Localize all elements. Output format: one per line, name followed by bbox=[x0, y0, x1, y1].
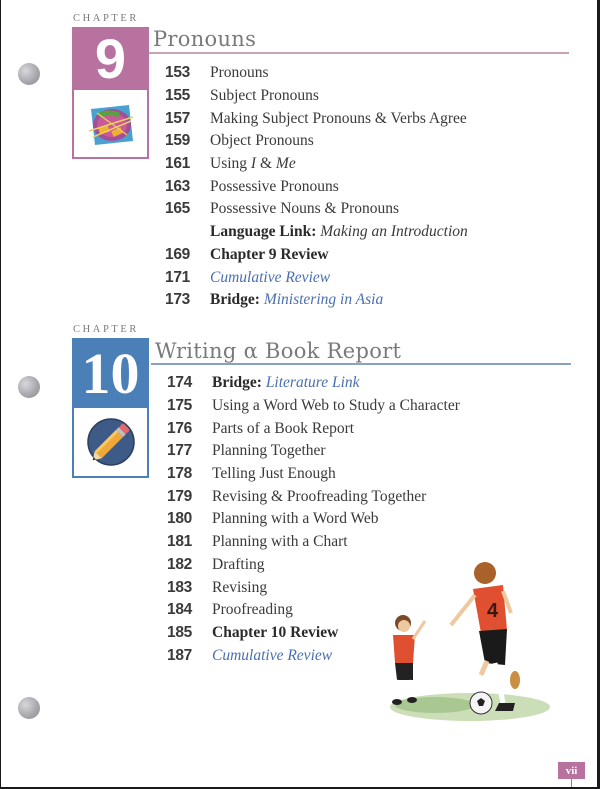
entry-title bbox=[210, 132, 314, 150]
page-number: 184 bbox=[167, 601, 192, 619]
toc-entry bbox=[165, 266, 468, 289]
chapter-label: CHAPTER bbox=[73, 13, 140, 24]
chapter-10-badge bbox=[72, 338, 149, 478]
entry-text: Making an Introduction bbox=[320, 223, 468, 241]
page-number: 174 bbox=[167, 374, 192, 392]
entry-text: Drafting bbox=[212, 555, 265, 573]
entry-text: Proofreading bbox=[212, 601, 293, 619]
entry-title bbox=[210, 200, 399, 218]
entry-link-text: Cumulative Review bbox=[212, 646, 333, 664]
entry-title bbox=[212, 533, 348, 551]
entry-text: Chapter 10 Review bbox=[212, 623, 339, 641]
page-number: 185 bbox=[167, 623, 192, 641]
entry-text: Chapter 9 Review bbox=[210, 245, 329, 263]
toc-entry bbox=[167, 531, 460, 554]
toc-entry bbox=[165, 107, 468, 130]
toc-entry bbox=[165, 153, 468, 176]
page-edge-left bbox=[0, 0, 1, 789]
page-number: 187 bbox=[167, 646, 192, 664]
toc-entry bbox=[167, 440, 460, 463]
toc-entry bbox=[165, 130, 468, 153]
toc-entry bbox=[165, 221, 468, 244]
entry-text: Planning with a Word Web bbox=[212, 510, 379, 528]
entry-text: I bbox=[250, 155, 257, 173]
toc-entry bbox=[167, 463, 460, 486]
page-number: 159 bbox=[165, 132, 190, 150]
entry-text: Object Pronouns bbox=[210, 132, 314, 150]
page-number: 181 bbox=[167, 533, 192, 551]
entry-text: Pronouns bbox=[210, 64, 269, 82]
page-number: 180 bbox=[167, 510, 192, 528]
entry-title bbox=[212, 601, 293, 619]
entry-title bbox=[210, 87, 319, 105]
folio-tick bbox=[571, 779, 572, 787]
binder-hole bbox=[18, 63, 40, 85]
entry-text: Parts of a Book Report bbox=[212, 419, 355, 437]
binder-hole bbox=[18, 697, 40, 719]
entry-title bbox=[212, 579, 267, 597]
page-number: 155 bbox=[165, 87, 190, 105]
page-number: 183 bbox=[167, 578, 192, 596]
toc-entry bbox=[165, 244, 468, 267]
entry-title bbox=[212, 510, 379, 528]
entry-title bbox=[212, 420, 354, 438]
page-number: 157 bbox=[165, 109, 190, 127]
entry-text: Bridge: bbox=[212, 374, 262, 392]
chapter-label: CHAPTER bbox=[73, 324, 140, 335]
entry-text: Me bbox=[275, 155, 296, 173]
toc-entry bbox=[165, 198, 468, 221]
toc-entry bbox=[165, 175, 468, 198]
toc-entry bbox=[167, 508, 460, 531]
page-number: 161 bbox=[165, 155, 190, 173]
entry-title bbox=[210, 110, 467, 128]
entry-text: Bridge: bbox=[210, 291, 260, 309]
chapter-number: 9 bbox=[72, 27, 149, 90]
binder-hole bbox=[18, 376, 40, 398]
toc-entry bbox=[167, 485, 460, 508]
entry-title bbox=[212, 442, 326, 460]
entry-link-text: Ministering in Asia bbox=[263, 291, 384, 309]
page-number: 182 bbox=[167, 555, 192, 573]
toc-entry bbox=[165, 85, 468, 108]
entry-title bbox=[210, 223, 468, 241]
entry-text: Subject Pronouns bbox=[210, 87, 319, 105]
entry-title bbox=[210, 246, 329, 264]
soccer-players-illustration bbox=[375, 555, 555, 735]
entry-text: Using bbox=[210, 155, 251, 173]
chapter-9-badge bbox=[72, 27, 149, 159]
entry-title bbox=[212, 488, 426, 506]
entry-title bbox=[212, 624, 338, 642]
entry-text: Possessive Pronouns bbox=[210, 177, 339, 195]
toc-entry bbox=[165, 289, 468, 312]
page-number: 175 bbox=[167, 397, 192, 415]
entry-text: Using a Word Web to Study a Character bbox=[212, 397, 460, 415]
entry-title bbox=[212, 465, 336, 483]
entry-text: Making Subject Pronouns & Verbs Agree bbox=[210, 109, 467, 127]
title-rule bbox=[149, 52, 569, 54]
entry-title bbox=[210, 178, 339, 196]
page-number: 177 bbox=[167, 442, 192, 460]
plate-craft-icon bbox=[85, 101, 137, 147]
entry-title bbox=[212, 647, 332, 665]
entry-link-text: Cumulative Review bbox=[210, 268, 331, 286]
page-number-highlighted: 167 bbox=[165, 223, 210, 241]
chapter-icon-frame bbox=[72, 408, 149, 478]
toc-entry bbox=[165, 62, 468, 85]
chapter-icon-frame bbox=[72, 90, 149, 159]
page-number: 179 bbox=[167, 487, 192, 505]
entry-text: Telling Just Enough bbox=[212, 465, 336, 483]
toc-entry bbox=[167, 395, 460, 418]
page-number: 176 bbox=[167, 419, 192, 437]
page-number-tab: vii bbox=[558, 762, 585, 779]
page-number: 169 bbox=[165, 245, 190, 263]
entry-title bbox=[210, 269, 330, 287]
entry-text: Planning with a Chart bbox=[212, 533, 348, 551]
page-number: 163 bbox=[165, 177, 190, 195]
page-number: 153 bbox=[165, 64, 190, 82]
chapter-title: Pronouns bbox=[153, 27, 257, 51]
page-number: 173 bbox=[165, 291, 190, 309]
page-number: 165 bbox=[165, 200, 190, 218]
entry-title bbox=[212, 556, 265, 574]
entry-text: Planning Together bbox=[212, 442, 326, 460]
toc-entry bbox=[167, 372, 460, 395]
entry-title bbox=[210, 64, 269, 82]
entry-text: Language Link: bbox=[210, 223, 317, 241]
entry-text: Revising & Proofreading Together bbox=[212, 487, 427, 505]
toc-entry bbox=[167, 417, 460, 440]
entry-title bbox=[212, 374, 360, 392]
toc-list-chapter-9 bbox=[165, 62, 468, 312]
entry-text: Possessive Nouns & Pronouns bbox=[210, 200, 400, 218]
chapter-title: Writing α Book Report bbox=[155, 339, 402, 363]
pencil-icon bbox=[85, 416, 137, 468]
page-number: 171 bbox=[165, 268, 190, 286]
entry-title bbox=[210, 155, 296, 173]
entry-text: & bbox=[256, 155, 276, 173]
chapter-number: 10 bbox=[72, 338, 149, 408]
entry-title bbox=[212, 397, 460, 415]
title-rule bbox=[151, 363, 571, 365]
jersey-number: 4 bbox=[487, 600, 499, 622]
page-number: 178 bbox=[167, 465, 192, 483]
entry-link-text: Literature Link bbox=[265, 374, 360, 392]
entry-text: Revising bbox=[212, 578, 268, 596]
entry-title bbox=[210, 291, 383, 309]
